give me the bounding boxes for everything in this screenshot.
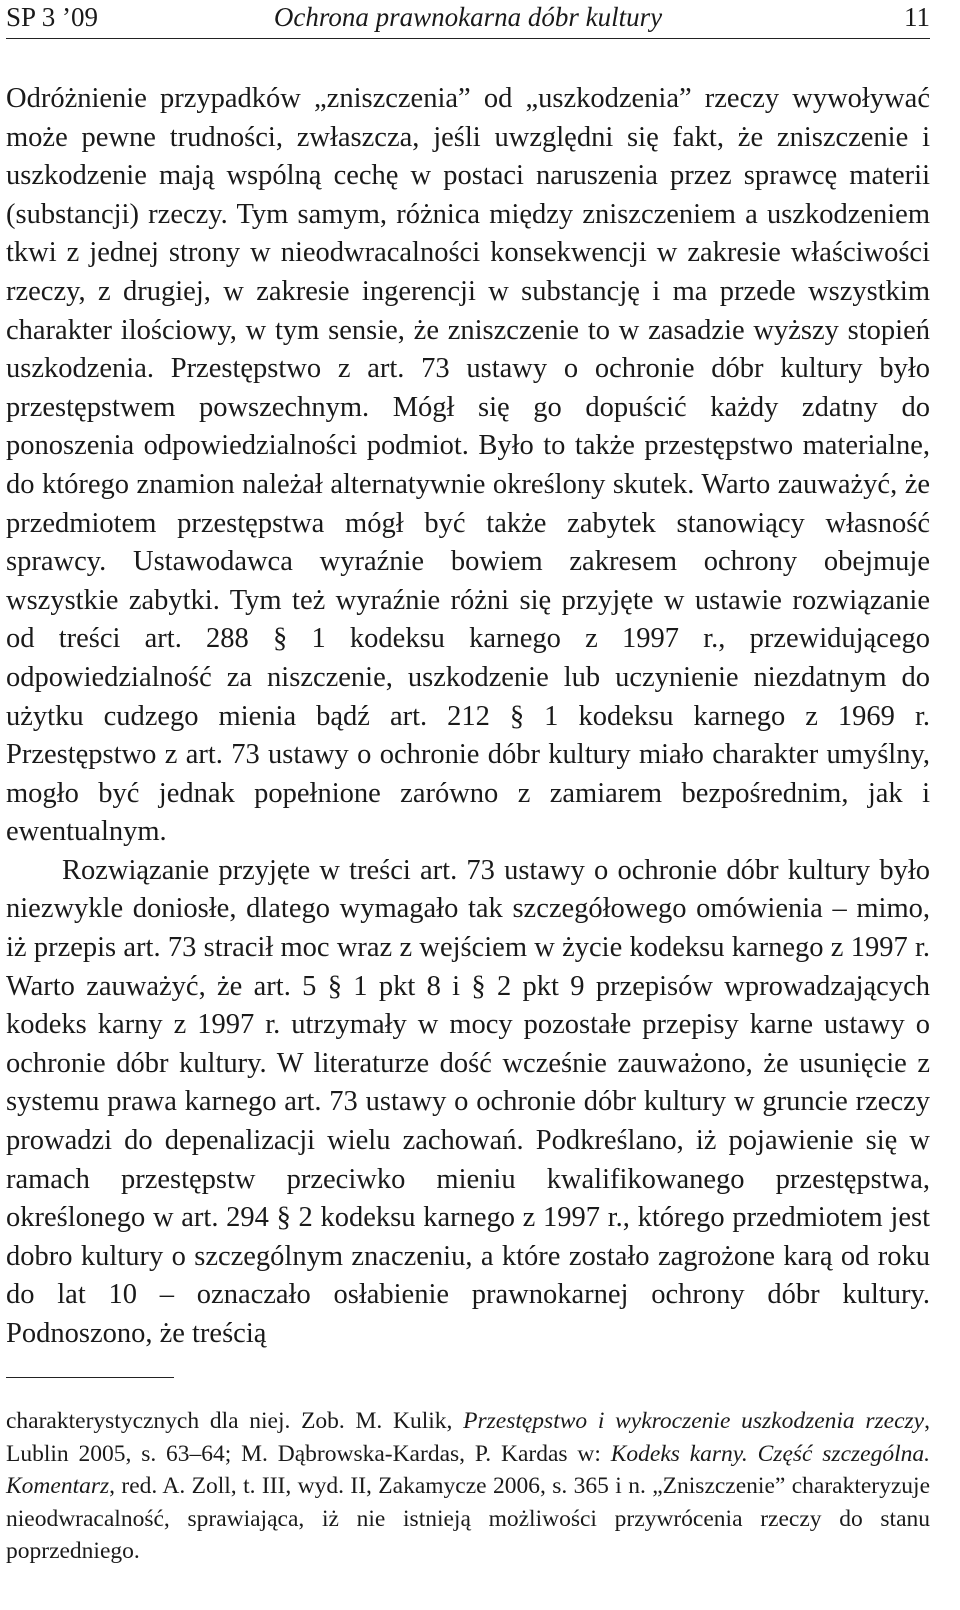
footnote-separator (6, 1377, 174, 1378)
paragraph-1: Odróżnienie przypadków „zniszczenia” od „uszkodzenia” rzeczy wywoływać może pewne trudności, zwłaszcza, jeśli uwzględni się fakt, że zniszczenie i uszkodzenie mają wspólną cechę w postaci naruszenia przez sprawcę materii (substancji) rzeczy. Tym samym, różnica między zniszczeniem a uszkodzeniem tkwi z jednej strony w nieodwracalności konsekwencji w zakresie właściwości rzeczy, z drugiej, w zakresie ingerencji w substancję i ma przede wszystkim charakter ilościowy, w tym sensie, że zniszczenie to w zasadzie wyższy stopień uszkodzenia. Przestępstwo z art. 73 ustawy o ochronie dóbr kultury było przestępstwem powszechnym. Mógł się go dopuścić każdy zdatny do ponoszenia odpowiedzialności podmiot. Było to także przestępstwo materialne, do którego znamion należał alternatywnie określony skutek. Warto zauważyć, że przedmiotem przestępstwa mógł być także zabytek stanowiący własność sprawcy. Ustawodawca wyraźnie bowiem zakresem ochrony obejmuje wszystkie zabytki. Tym też wyraźnie różni się przyjęte w ustawie rozwiązanie od treści art. 288 § 1 kodeksu karnego z 1997 r., przewidującego odpowiedzialność za niszczenie, uszkodzenie lub uczynienie niezdatnym do użytku cudzego mienia bądź art. 212 § 1 kodeksu karnego z 1969 r. Przestępstwo z art. 73 ustawy o ochronie dóbr kultury miało charakter umyślny, mogło być jednak popełnione zarówno z zamiarem bezpośrednim, jak i ewentualnym. (6, 83, 930, 848)
page-number: 11 (904, 2, 930, 32)
running-header (6, 0, 930, 39)
journal-issue: SP 3 ’09 (6, 2, 99, 32)
footnote-part-2: , Lublin 2005, s. 63–64; M. Dąbrowska-Kardas, P. Kardas w: (6, 1408, 930, 1467)
paragraph-2: Rozwiązanie przyjęte w treści art. 73 ustawy o ochronie dóbr kultury było niezwykle doniosłe, dlatego wymagało tak szczegółowego omówienia – mimo, iż przepis art. 73 stracił moc wraz z wejściem w życie kodeksu karnego z 1997 r. Warto zauważyć, że art. 5 § 1 pkt 8 i § 2 pkt 9 przepisów wprowadzających kodeks karny z 1997 r. utrzymały w mocy pozostałe przepisy karne ustawy o ochronie dóbr kultury. W literaturze dość wcześnie zauważono, że usunięcie z systemu prawa karnego art. 73 ustawy o ochronie dóbr kultury w gruncie rzeczy prowadzi do depenalizacji wielu zachowań. Podkreślano, iż pojawienie się w ramach przestępstw przeciwko mieniu kwalifikowanego przestępstwa, określonego w art. 294 § 2 kodeksu karnego z 1997 r., którego przedmiotem jest dobro kultury o szczególnym znaczeniu, a które zostało zagrożone karą od roku do lat 10 – oznaczało osłabienie prawnokarnej ochrony dóbr kultury. Podnoszono, że treścią (6, 854, 930, 1349)
main-text (6, 80, 930, 1354)
running-title: Ochrona prawnokarna dóbr kultury (273, 2, 663, 32)
footnote-cited-title-1: Przestępstwo i wykroczenie uszkodzenia rzeczy (463, 1408, 925, 1434)
footnote-text (6, 1405, 930, 1568)
footnote-part-3: , red. A. Zoll, t. III, wyd. II, Zakamycze 2006, s. 365 i n. „Zniszczenie” charakteryzuje nieodwracalność, sprawiająca, iż nie istnieją możliwości przywrócenia rzeczy do stanu poprzedniego. (6, 1473, 930, 1564)
footnote (6, 1405, 930, 1568)
footnote-cited-title-2: Kodeks karny. Część szczególna. Komentarz (6, 1440, 930, 1499)
footnote-part-1: charakterystycznych dla niej. Zob. M. Kulik, (6, 1408, 464, 1434)
